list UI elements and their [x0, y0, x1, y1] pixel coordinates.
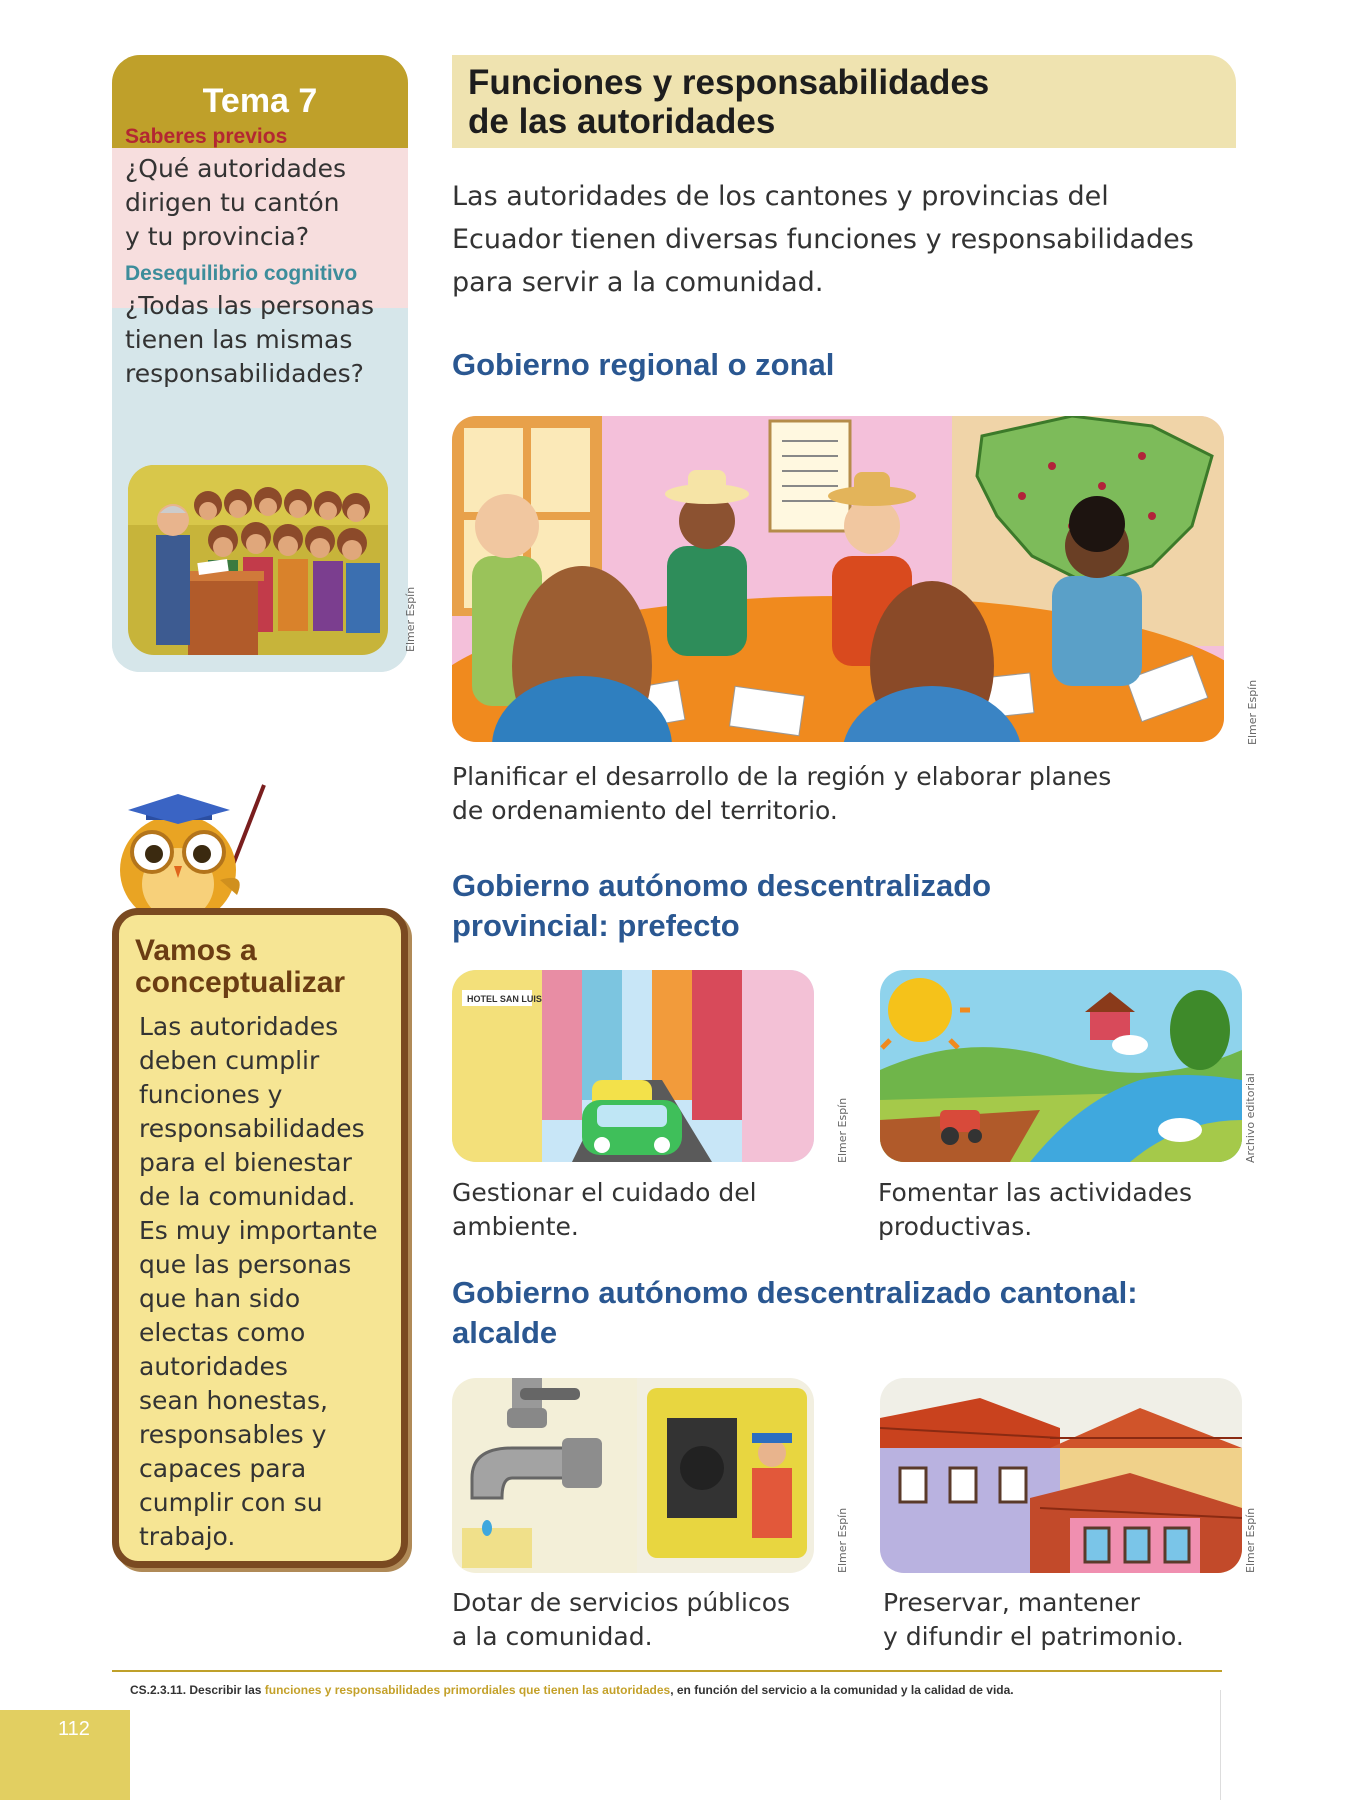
intro-paragraph: Las autoridades de los cantones y provincias del Ecuador tienen diversas funciones y responsabilidades para servir a la comunidad. [452, 181, 1194, 298]
countryside-illustration [880, 970, 1242, 1162]
desequilibrio-label: Desequilibrio cognitivo [125, 262, 358, 285]
footer-highlight: funciones y responsabilidades primordiales que tienen las autoridades [264, 1683, 671, 1697]
credit-elmer-3: Elmer Espín [836, 1097, 849, 1163]
footer-rest: , en función del servicio a la comunidad y la calidad de vida. [670, 1683, 1014, 1697]
page-edge-line [1220, 1690, 1221, 1800]
caption-productivas: Fomentar las actividades productivas. [878, 1178, 1192, 1241]
heading-gobierno-regional: Gobierno regional o zonal [452, 347, 835, 382]
saberes-label: Saberes previos [125, 125, 288, 148]
public-services-illustration [452, 1378, 814, 1573]
concept-text: Las autoridades deben cumplir funciones y responsabilidades para el bienestar de la comunidad. Es muy importante que las personas que han sido electas como autoridades sean honestas, responsables y capaces para cumplir con su trabajo. [139, 1012, 378, 1551]
curriculum-standard [130, 1683, 1014, 1697]
saberes-question: ¿Qué autoridades dirigen tu cantón y tu provincia? [125, 154, 347, 251]
tema-box [112, 55, 408, 672]
city-street-illustration [452, 970, 814, 1162]
concept-box [112, 908, 408, 1568]
classroom-illustration [128, 465, 388, 655]
tema-title: Tema 7 [112, 55, 408, 148]
caption-ambiente: Gestionar el cuidado del ambiente. [452, 1178, 757, 1241]
heritage-houses-illustration [880, 1378, 1242, 1573]
page-title: Funciones y responsabilidades de las autoridades [468, 63, 990, 141]
credit-elmer-4: Elmer Espín [836, 1507, 849, 1573]
footer-code: CS.2.3.11. Describir las [130, 1683, 265, 1697]
credit-elmer-1: Elmer Espín [404, 586, 417, 652]
hotel-sign: HOTEL SAN LUIS [467, 994, 542, 1004]
concept-title: Vamos a conceptualizar [135, 934, 346, 999]
desequilibrio-question: ¿Todas las personas tienen las mismas responsabilidades? [125, 291, 375, 388]
page-number: 112 [58, 1718, 90, 1740]
credit-elmer-5: Elmer Espín [1244, 1507, 1257, 1573]
main-title-bar [452, 55, 1236, 148]
footer-divider [112, 1670, 1222, 1672]
caption-servicios: Dotar de servicios públicos a la comunidad. [452, 1588, 791, 1651]
caption-regional: Planificar el desarrollo de la región y elaborar planes de ordenamiento del territorio. [452, 762, 1112, 825]
heading-gobierno-provincial: Gobierno autónomo descentralizado provincial: prefecto [452, 868, 992, 943]
credit-elmer-2: Elmer Espín [1246, 679, 1259, 745]
caption-patrimonio: Preservar, mantener y difundir el patrimonio. [883, 1588, 1184, 1651]
regional-meeting-illustration [452, 416, 1224, 742]
credit-archivo: Archivo editorial [1244, 1073, 1257, 1163]
heading-gobierno-cantonal: Gobierno autónomo descentralizado cantonal: alcalde [452, 1275, 1138, 1350]
